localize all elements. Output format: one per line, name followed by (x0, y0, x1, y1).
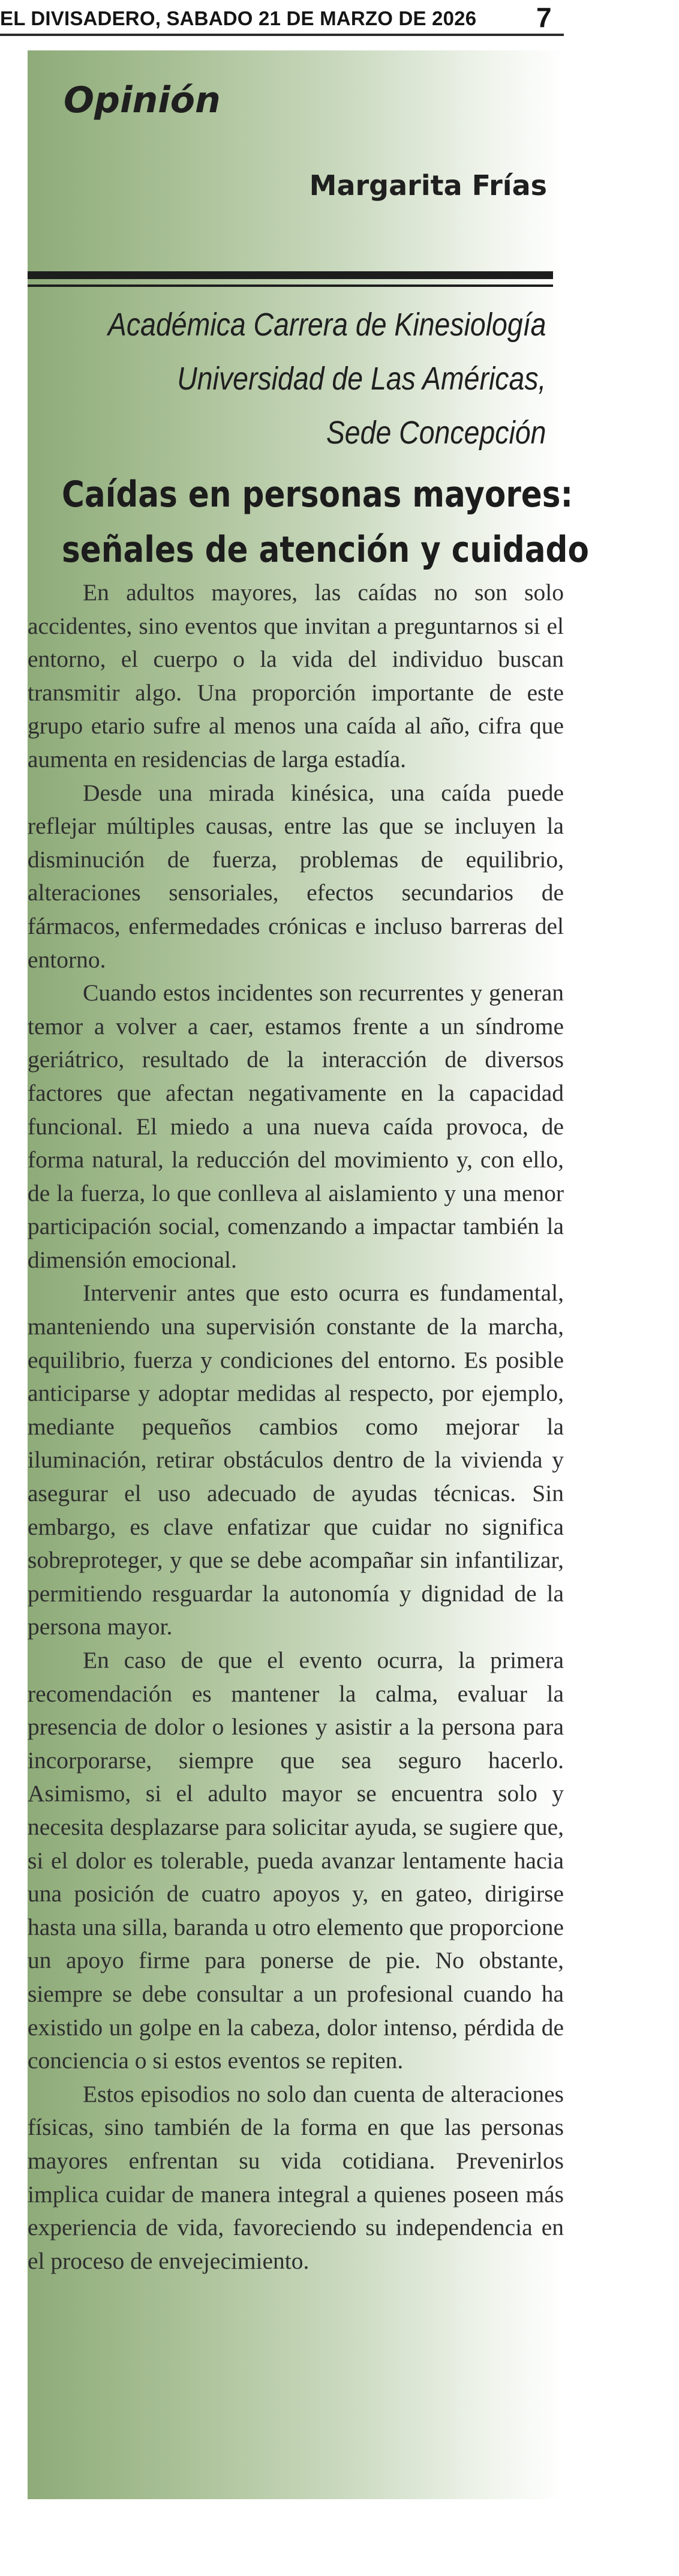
masthead-title: EL DIVISADERO, SABADO 21 DE MARZO DE 2026 (0, 7, 477, 29)
masthead (0, 0, 564, 37)
body-paragraph: Desde una mirada kinésica, una caída puede reflejar múltiples causas, entre las que se incluyen la disminución de fuerza, problemas de equilibrio, alteraciones sensoriales, efectos secundarios de fármacos, enfermedades crónicas e incluso barreras del entorno. (28, 779, 564, 973)
page-number: 7 (536, 2, 552, 33)
body-paragraph: Estos episodios no solo dan cuenta de alteraciones físicas, sino también de la forma en que las personas mayores enfrentan su vida cotidiana. Prevenirlos implica cuidar de manera integral a quienes poseen más experiencia de vida, favoreciendo su independencia en el proceso de envejecimiento. (28, 2080, 564, 2274)
section-label: Opinión (64, 79, 221, 121)
affiliation-line: Sede Concepción (326, 415, 546, 451)
affiliation-line: Académica Carrera de Kinesiología (107, 307, 546, 343)
header-divider-thin (28, 284, 553, 287)
author-name: Margarita Frías (309, 169, 547, 202)
author-affiliation (107, 298, 546, 460)
body-paragraph: En adultos mayores, las caídas no son solo accidentes, sino eventos que invitan a preguntarnos si el entorno, el cuerpo o la vida del individuo buscan transmitir algo. Una proporción importante de este grupo etario sufre al menos una caída al año, cifra que aumenta en residencias de larga estadía. (28, 579, 564, 772)
headline-line: Caídas en personas mayores: (62, 474, 573, 516)
article-headline (24, 467, 589, 577)
headline-line: señales de atención y cuidado (62, 529, 589, 571)
masthead-divider (0, 34, 564, 36)
affiliation-line: Universidad de Las Américas, (176, 361, 546, 397)
body-paragraph: Cuando estos incidentes son recurrentes y generan temor a volver a caer, estamos frente a un síndrome geriátrico, resultado de la interacción de diversos factores que afectan negativamente en la capacidad funcional. El miedo a una nueva caída provoca, de forma natural, la reducción del movimiento y, con ello, de la fuerza, lo que conlleva al aislamiento y una menor participación social, comenzando a impactar también la dimensión emocional. (28, 980, 564, 1273)
body-paragraph: En caso de que el evento ocurra, la primera recomendación es mantener la calma, evaluar la presencia de dolor o lesiones y asistir a la persona para incorporarse, siempre que sea seguro hacerlo. Asimismo, si el adulto mayor se encuentra solo y necesita desplazarse para solicitar ayuda, se sugiere que, si el dolor es tolerable, pueda avanzar lentamente hacia una posición de cuatro apoyos y, en gateo, dirigirse hasta una silla, baranda u otro elemento que proporcione un apoyo firme para ponerse de pie. No obstante, siempre se debe consultar a un profesional cuando ha existido un golpe en la cabeza, dolor intenso, pérdida de conciencia o si estos eventos se repiten. (28, 1647, 564, 2074)
body-paragraph: Intervenir antes que esto ocurra es fundamental, manteniendo una supervisión constante de la marcha, equilibrio, fuerza y condiciones del entorno. Es posible anticiparse y adoptar medidas al respecto, por ejemplo, mediante pequeños cambios como mejorar la iluminación, retirar obstáculos dentro de la vivienda y asegurar el uso adecuado de ayudas técnicas. Sin embargo, es clave enfatizar que cuidar no significa sobreproteger, y que se debe acompañar sin infantilizar, permitiendo resguardar la autonomía y dignidad de la persona mayor. (28, 1280, 564, 1640)
header-divider-thick (28, 271, 553, 279)
article-body (28, 576, 564, 2278)
